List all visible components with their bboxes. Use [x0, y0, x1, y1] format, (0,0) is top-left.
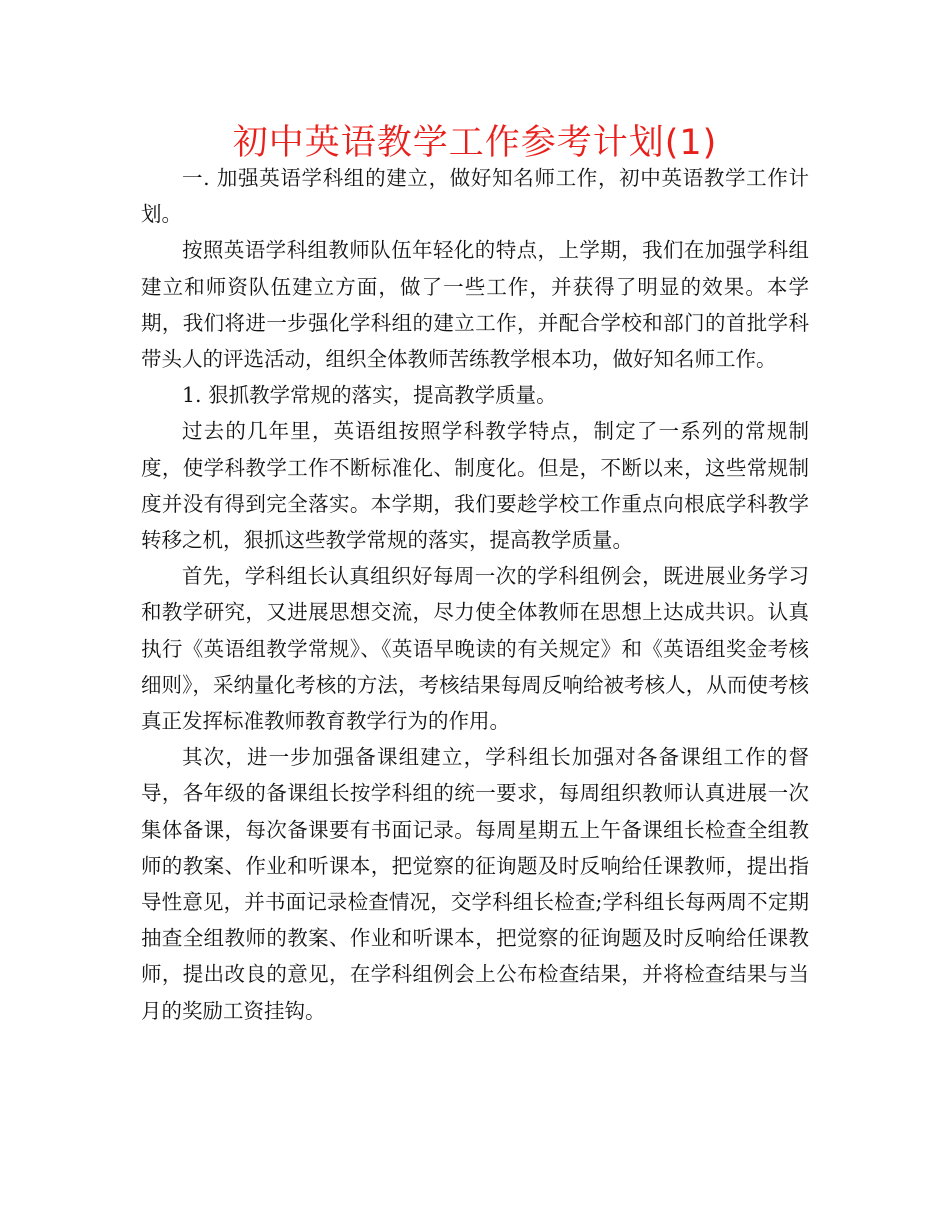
paragraph-3: 1. 狠抓教学常规的落实，提高教学质量。 — [182, 383, 557, 408]
paragraph-6: 其次，进一步加强备课组建立，学科组长加强对各备课组工作的督导，各年级的备课组长按学科组的统一要求，每周组织教师认真进展一次集体备课，每次备课要有书面记录。每周星期五上午备课组长检查全组教师的教案、作业和听课本，把觉察的征询题及时反响给任课教师，提出指导性意见，并书面记录检查情况，交学科组长检查;学科组长每两周不定期抽查全组教师的教案、作业和听课本，把觉察的征询题及时反响给任课教师，提出改良的意见，在学科组例会上公布检查结果，并将检查结果与当月的奖励工资挂钩。 — [141, 745, 809, 1023]
paragraph-4: 过去的几年里，英语组按照学科教学特点，制定了一系列的常规制度，使学科教学工作不断标准化、制度化。但是，不断以来，这些常规制度并没有得到完全落实。本学期，我们要趁学校工作重点向根底学科教学转移之机，狠抓这些教学常规的落实，提高教学质量。 — [141, 419, 809, 553]
document-body — [141, 160, 809, 1029]
paragraph-2: 按照英语学科组教师队伍年轻化的特点，上学期，我们在加强学科组建立和师资队伍建立方面，做了一些工作，并获得了明显的效果。本学期，我们将进一步强化学科组的建立工作，并配合学校和部门的首批学科带头人的评选活动，组织全体教师苦练教学根本功，做好知名师工作。 — [141, 238, 809, 372]
document-title: 初中英语教学工作参考计划(1) — [232, 123, 718, 163]
paragraph-1: 一. 加强英语学科组的建立，做好知名师工作，初中英语教学工作计划。 — [141, 166, 809, 227]
paragraph-5: 首先，学科组长认真组织好每周一次的学科组例会，既进展业务学习和教学研究，又进展思想交流，尽力使全体教师在思想上达成共识。认真执行《英语组教学常规》、《英语早晚读的有关规定》和《英语组奖金考核细则》，采纳量化考核的方法，考核结果每周反响给被考核人，从而使考核真正发挥标准教师教育教学行为的作用。 — [141, 564, 809, 734]
